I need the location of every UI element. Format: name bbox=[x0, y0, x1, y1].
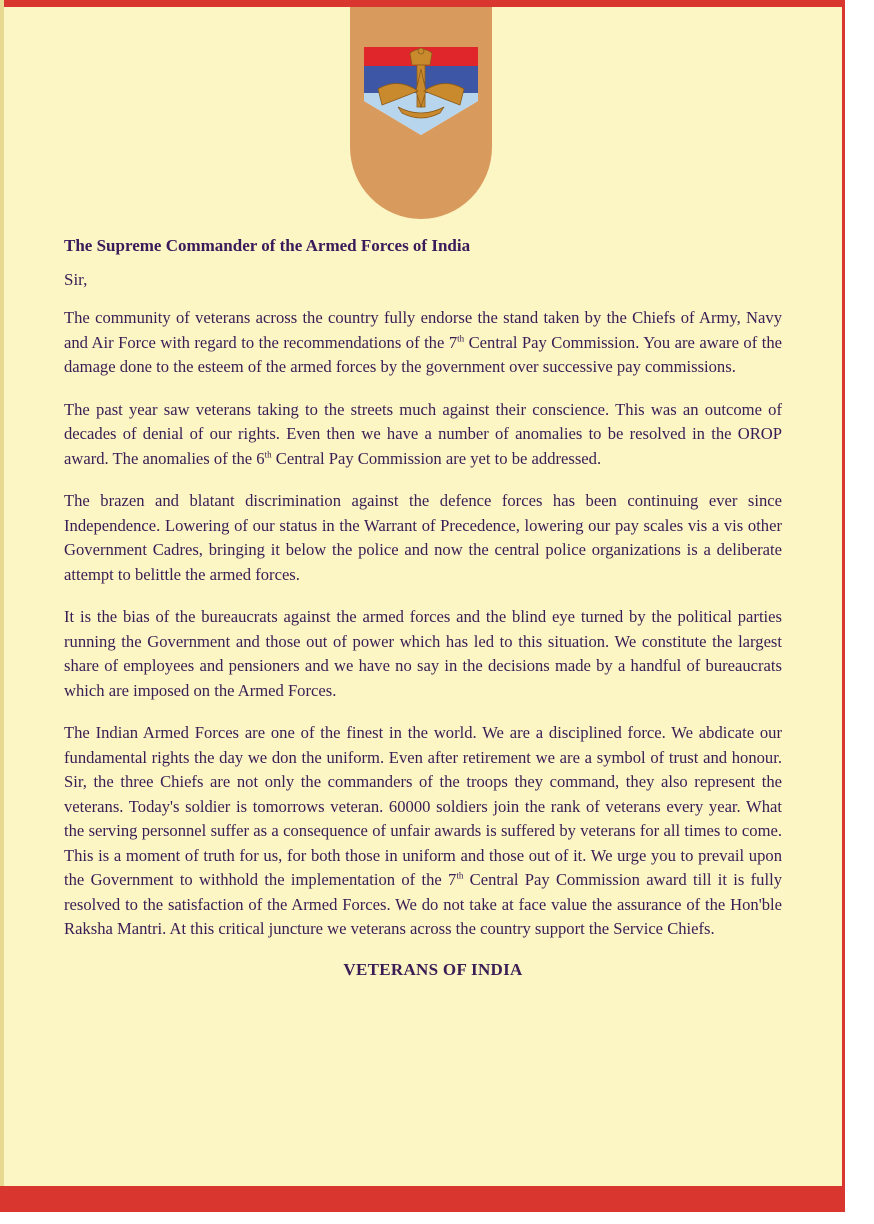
paragraph-1: The community of veterans across the country fully endorse the stand taken by the Chiefs of Army, Navy and Air Force with regard to the recommendations of the 7th Central Pay Commission. You are aware of the damage done to the esteem of the armed forces by the government over successive pay commissions. bbox=[64, 308, 782, 376]
tri-services-crest-icon bbox=[350, 7, 492, 221]
paragraph-3: The brazen and blatant discrimination against the defence forces has been continuing ever since Independence. Lowering of our status in the Warrant of Precedence, lowering our pay scales vis a vis other Government Cadres, bringing it below the police and now the central police organizations is a deliberate attempt to belittle the armed forces. bbox=[64, 491, 782, 584]
top-red-border bbox=[0, 0, 842, 7]
paragraph-5: The Indian Armed Forces are one of the finest in the world. We are a disciplined force. We abdicate our fundamental rights the day we don the uniform. Even after retirement we are a symbol of trust and honour. Sir, the three Chiefs are not only the commanders of the troops they command, they also represent the veterans. Today's soldier is tomorrows veteran. 60000 soldiers join the rank of veterans every year. What the serving personnel suffer as a consequence of unfair awards is suffered by veterans for all times to come. This is a moment of truth for us, for both those in uniform and those out of it. We urge you to prevail upon the Government to withhold the implementation of the 7th Central Pay Commission award till it is fully resolved to the satisfaction of the Armed Forces. We do not take at face value the assurance of the Hon'ble Raksha Mantri. At this critical juncture we veterans across the country support the Service Chiefs. bbox=[64, 723, 782, 938]
paragraph-4: It is the bias of the bureaucrats against the armed forces and the blind eye turned by the political parties running the Government and those out of power which has led to this situation. We constitute the largest share of employees and pensioners and we have no say in the decisions made by a handful of bureaucrats which are imposed on the Armed Forces. bbox=[64, 607, 782, 700]
letter-body bbox=[64, 236, 782, 980]
letter-signature: VETERANS OF INDIA bbox=[343, 959, 523, 979]
letter-salutation: Sir, bbox=[64, 270, 88, 289]
paragraph-2: The past year saw veterans taking to the streets much against their conscience. This was an outcome of decades of denial of our rights. Even then we have a number of anomalies to be resolved in the OROP award. The anomalies of the 6th Central Pay Commission are yet to be addressed. bbox=[64, 399, 782, 468]
left-paper-edge bbox=[0, 0, 4, 1212]
bottom-red-border bbox=[0, 1186, 842, 1212]
letter-addressee-heading: The Supreme Commander of the Armed Forces of India bbox=[64, 236, 471, 255]
